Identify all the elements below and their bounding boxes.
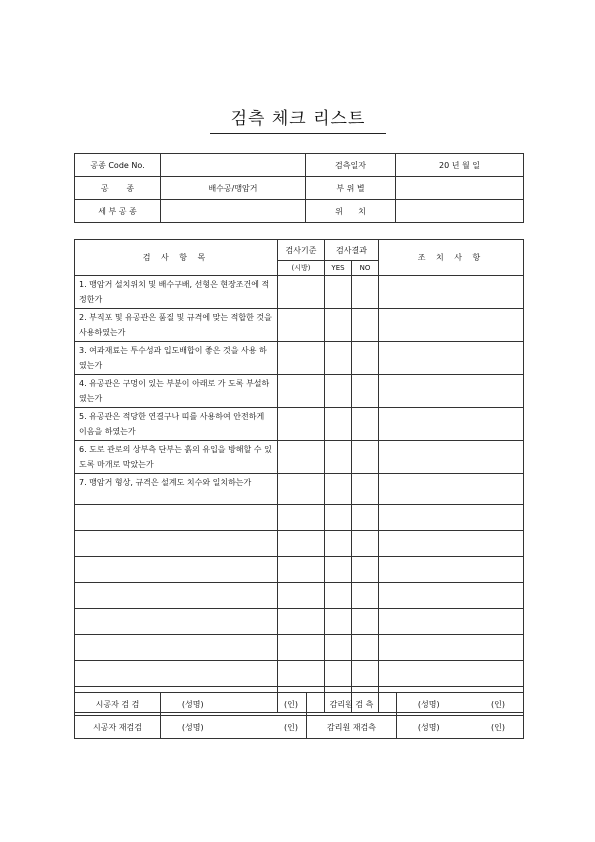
yes-cell[interactable] <box>325 408 352 441</box>
table-row <box>75 408 524 441</box>
no-cell[interactable] <box>352 441 379 474</box>
no-cell[interactable] <box>352 474 379 505</box>
standard-cell[interactable] <box>278 609 325 635</box>
table-row <box>75 531 524 557</box>
supervisor-reinspect-name-field[interactable]: (성명) <box>397 716 461 739</box>
col-item-header: 검 사 항 목 <box>75 240 278 276</box>
action-cell[interactable] <box>379 309 524 342</box>
signature-row-2 <box>75 716 524 739</box>
no-cell[interactable] <box>352 609 379 635</box>
table-row <box>75 635 524 661</box>
no-cell[interactable] <box>352 408 379 441</box>
checklist-item-text <box>75 505 278 531</box>
no-cell[interactable] <box>352 342 379 375</box>
col-yes-header: YES <box>325 261 352 276</box>
header-row-code <box>75 154 524 177</box>
standard-cell[interactable] <box>278 531 325 557</box>
standard-cell[interactable] <box>278 635 325 661</box>
action-cell[interactable] <box>379 635 524 661</box>
contractor-inspect-name-field[interactable]: (성명) <box>161 693 225 716</box>
checklist-header-row <box>75 240 524 261</box>
header-row-subwork <box>75 200 524 223</box>
location-value-field[interactable] <box>396 200 524 223</box>
contractor-reinspect-label: 시공자 재검검 <box>75 716 161 739</box>
supervisor-reinspect-seal[interactable]: (인) <box>461 716 524 739</box>
table-row <box>75 505 524 531</box>
checklist-item-text: 3. 여과재료는 투수성과 입도배합이 좋은 것을 사용 하였는가 <box>75 342 278 375</box>
checklist-rows <box>75 276 524 713</box>
signature-row-1 <box>75 693 524 716</box>
no-cell[interactable] <box>352 583 379 609</box>
no-cell[interactable] <box>352 635 379 661</box>
action-cell[interactable] <box>379 661 524 687</box>
col-result-header: 검사결과 <box>325 240 379 261</box>
table-row <box>75 276 524 309</box>
table-row <box>75 661 524 687</box>
table-row <box>75 441 524 474</box>
contractor-inspect-seal[interactable]: (인) <box>225 693 307 716</box>
checklist-item-text <box>75 531 278 557</box>
yes-cell[interactable] <box>325 276 352 309</box>
table-row <box>75 309 524 342</box>
contractor-reinspect-name-field[interactable]: (성명) <box>161 716 225 739</box>
yes-cell[interactable] <box>325 505 352 531</box>
page-title: 검측 체크 리스트 <box>210 104 386 134</box>
standard-cell[interactable] <box>278 505 325 531</box>
date-value-field[interactable]: 20 년 월 일 <box>396 154 524 177</box>
no-cell[interactable] <box>352 531 379 557</box>
checklist-item-text: 7. 맹암거 형상, 규격은 설계도 치수와 일치하는가 <box>75 474 278 505</box>
yes-cell[interactable] <box>325 441 352 474</box>
location-label: 위 치 <box>306 200 396 223</box>
yes-cell[interactable] <box>325 609 352 635</box>
yes-cell[interactable] <box>325 375 352 408</box>
contractor-reinspect-seal[interactable]: (인) <box>225 716 307 739</box>
table-row <box>75 557 524 583</box>
standard-cell[interactable] <box>278 309 325 342</box>
subwork-label: 세 부 공 종 <box>75 200 161 223</box>
checklist-item-text <box>75 635 278 661</box>
standard-cell[interactable] <box>278 408 325 441</box>
table-row <box>75 474 524 505</box>
part-value-field[interactable] <box>396 177 524 200</box>
supervisor-inspect-seal[interactable]: (인) <box>461 693 524 716</box>
col-action-header: 조 치 사 항 <box>379 240 524 276</box>
no-cell[interactable] <box>352 557 379 583</box>
standard-cell[interactable] <box>278 342 325 375</box>
signature-table <box>74 692 524 739</box>
yes-cell[interactable] <box>325 583 352 609</box>
table-row <box>75 609 524 635</box>
checklist-item-text <box>75 661 278 687</box>
yes-cell[interactable] <box>325 531 352 557</box>
action-cell[interactable] <box>379 441 524 474</box>
part-label: 부 위 별 <box>306 177 396 200</box>
no-cell[interactable] <box>352 505 379 531</box>
standard-cell[interactable] <box>278 583 325 609</box>
yes-cell[interactable] <box>325 635 352 661</box>
action-cell[interactable] <box>379 276 524 309</box>
action-cell[interactable] <box>379 583 524 609</box>
yes-cell[interactable] <box>325 557 352 583</box>
checklist-item-text <box>75 583 278 609</box>
checklist-item-text <box>75 557 278 583</box>
no-cell[interactable] <box>352 309 379 342</box>
standard-cell[interactable] <box>278 441 325 474</box>
checklist-item-text <box>75 609 278 635</box>
contractor-inspect-label: 시공자 검 검 <box>75 693 161 716</box>
action-cell[interactable] <box>379 474 524 505</box>
work-value-field[interactable]: 배수공/맹암거 <box>161 177 306 200</box>
action-cell[interactable] <box>379 342 524 375</box>
checklist-item-text: 4. 유공관은 구멍이 있는 부분이 아래로 가 도록 부설하였는가 <box>75 375 278 408</box>
standard-cell[interactable] <box>278 474 325 505</box>
checklist-table <box>74 239 524 713</box>
action-cell[interactable] <box>379 531 524 557</box>
action-cell[interactable] <box>379 609 524 635</box>
col-standard-subheader: (시방) <box>278 261 325 276</box>
action-cell[interactable] <box>379 408 524 441</box>
no-cell[interactable] <box>352 375 379 408</box>
yes-cell[interactable] <box>325 661 352 687</box>
action-cell[interactable] <box>379 375 524 408</box>
supervisor-inspect-label: 감리원 검 측 <box>307 693 397 716</box>
yes-cell[interactable] <box>325 342 352 375</box>
yes-cell[interactable] <box>325 474 352 505</box>
subwork-value-field[interactable] <box>161 200 306 223</box>
supervisor-reinspect-label: 감리원 재검측 <box>307 716 397 739</box>
standard-cell[interactable] <box>278 661 325 687</box>
yes-cell[interactable] <box>325 309 352 342</box>
checklist-item-text: 2. 부직포 및 유공관은 품질 및 규격에 맞는 적합한 것을 사용하였는가 <box>75 309 278 342</box>
action-cell[interactable] <box>379 557 524 583</box>
supervisor-inspect-name-field[interactable]: (성명) <box>397 693 461 716</box>
table-row <box>75 375 524 408</box>
standard-cell[interactable] <box>278 375 325 408</box>
checklist-item-text: 5. 유공관은 적당한 연결구나 띠를 사용하여 안전하게 이음을 하였는가 <box>75 408 278 441</box>
header-table <box>74 153 524 223</box>
standard-cell[interactable] <box>278 557 325 583</box>
action-cell[interactable] <box>379 505 524 531</box>
no-cell[interactable] <box>352 276 379 309</box>
checklist-item-text: 6. 도로 관로의 상부측 단부는 흙의 유입을 방해할 수 있도록 마개로 막았는가 <box>75 441 278 474</box>
date-label: 검측일자 <box>306 154 396 177</box>
checklist-item-text: 1. 맹암거 설치위치 및 배수구배, 선형은 현장조건에 적정한가 <box>75 276 278 309</box>
col-standard-header: 검사기준 <box>278 240 325 261</box>
work-label: 공 종 <box>75 177 161 200</box>
col-no-header: NO <box>352 261 379 276</box>
table-row <box>75 583 524 609</box>
code-label: 공종 Code No. <box>75 154 161 177</box>
table-row <box>75 342 524 375</box>
header-row-work <box>75 177 524 200</box>
no-cell[interactable] <box>352 661 379 687</box>
standard-cell[interactable] <box>278 276 325 309</box>
code-value-field[interactable] <box>161 154 306 177</box>
